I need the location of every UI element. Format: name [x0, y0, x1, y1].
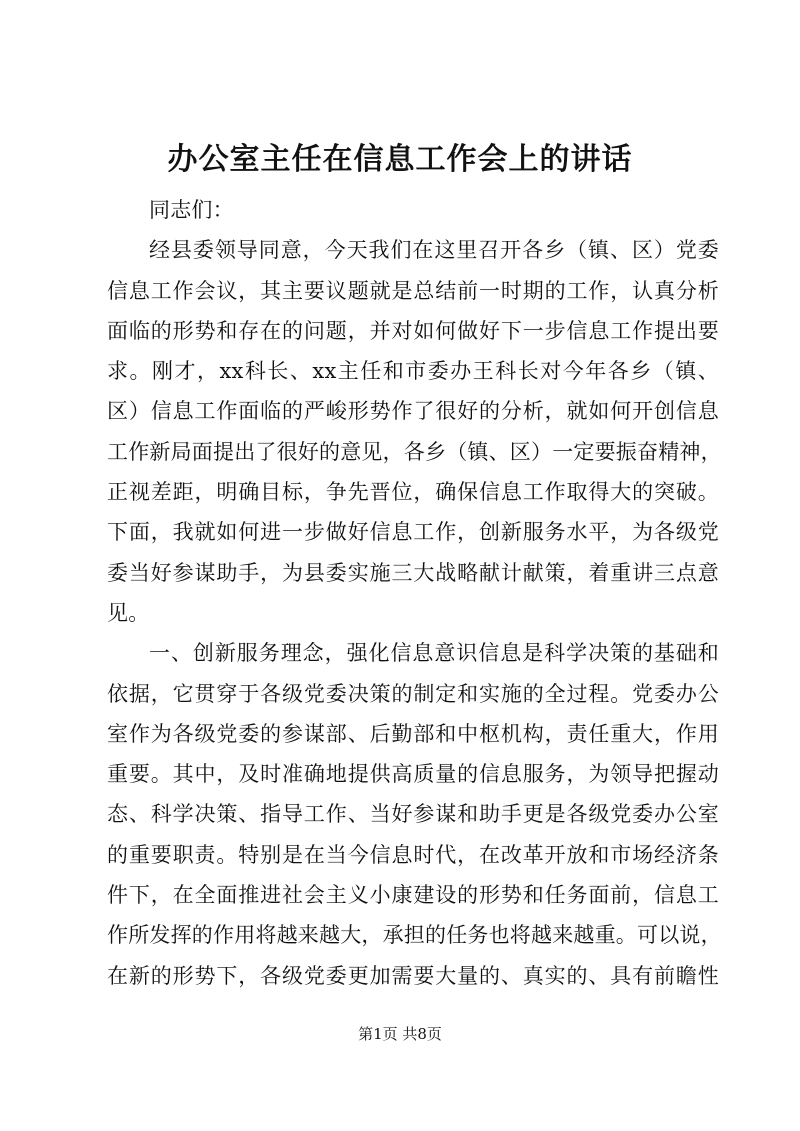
text-line: 工作新局面提出了很好的意见，各乡（镇、区）一定要振奋精神， — [107, 439, 722, 464]
document-title: 办公室主任在信息工作会上的讲话 — [167, 142, 633, 177]
text-line: 重要。其中，及时准确地提供高质量的信息服务，为领导把握动 — [107, 762, 719, 787]
text-line: 件下，在全面推进社会主义小康建设的形势和任务面前，信息工 — [107, 883, 719, 908]
text-line: 信息工作会议，其主要议题就是总结前一时期的工作，认真分析 — [107, 278, 719, 303]
text-line: 同志们： — [149, 198, 234, 222]
text-line: 区）信息工作面临的严峻形势作了很好的分析，就如何开创信息 — [107, 399, 719, 424]
text-line: 的重要职责。特别是在当今信息时代，在改革开放和市场经济条 — [107, 842, 719, 867]
text-line: 态、科学决策、指导工作、当好参谋和助手更是各级党委办公室 — [107, 802, 719, 827]
text-line: 在新的形势下，各级党委更加需要大量的、真实的、具有前瞻性 — [107, 963, 719, 988]
text-line: 见。 — [107, 600, 150, 625]
text-line: 委当好参谋助手，为县委实施三大战略献计献策，着重讲三点意 — [107, 560, 719, 585]
page-number: 第1页 共8页 — [358, 1025, 442, 1043]
text-line: 面临的形势和存在的问题，并对如何做好下一步信息工作提出要 — [107, 318, 719, 343]
text-line: 作所发挥的作用将越来越大，承担的任务也将越来越重。可以说， — [107, 923, 722, 948]
text-line: 依据，它贯穿于各级党委决策的制定和实施的全过程。党委办公 — [107, 681, 719, 706]
text-line: 经县委领导同意，今天我们在这里召开各乡（镇、区）党委 — [149, 238, 719, 263]
document-body — [107, 190, 722, 996]
text-line: 一、创新服务理念，强化信息意识信息是科学决策的基础和 — [149, 641, 719, 666]
text-line: 求。刚才，xx科长、xx主任和市委办王科长对今年各乡（镇、 — [107, 359, 719, 384]
text-line: 室作为各级党委的参谋部、后勤部和中枢机构，责任重大，作用 — [107, 721, 719, 746]
text-line: 正视差距，明确目标，争先晋位，确保信息工作取得大的突破。 — [107, 480, 719, 505]
text-line: 下面，我就如何进一步做好信息工作，创新服务水平，为各级党 — [107, 520, 719, 545]
